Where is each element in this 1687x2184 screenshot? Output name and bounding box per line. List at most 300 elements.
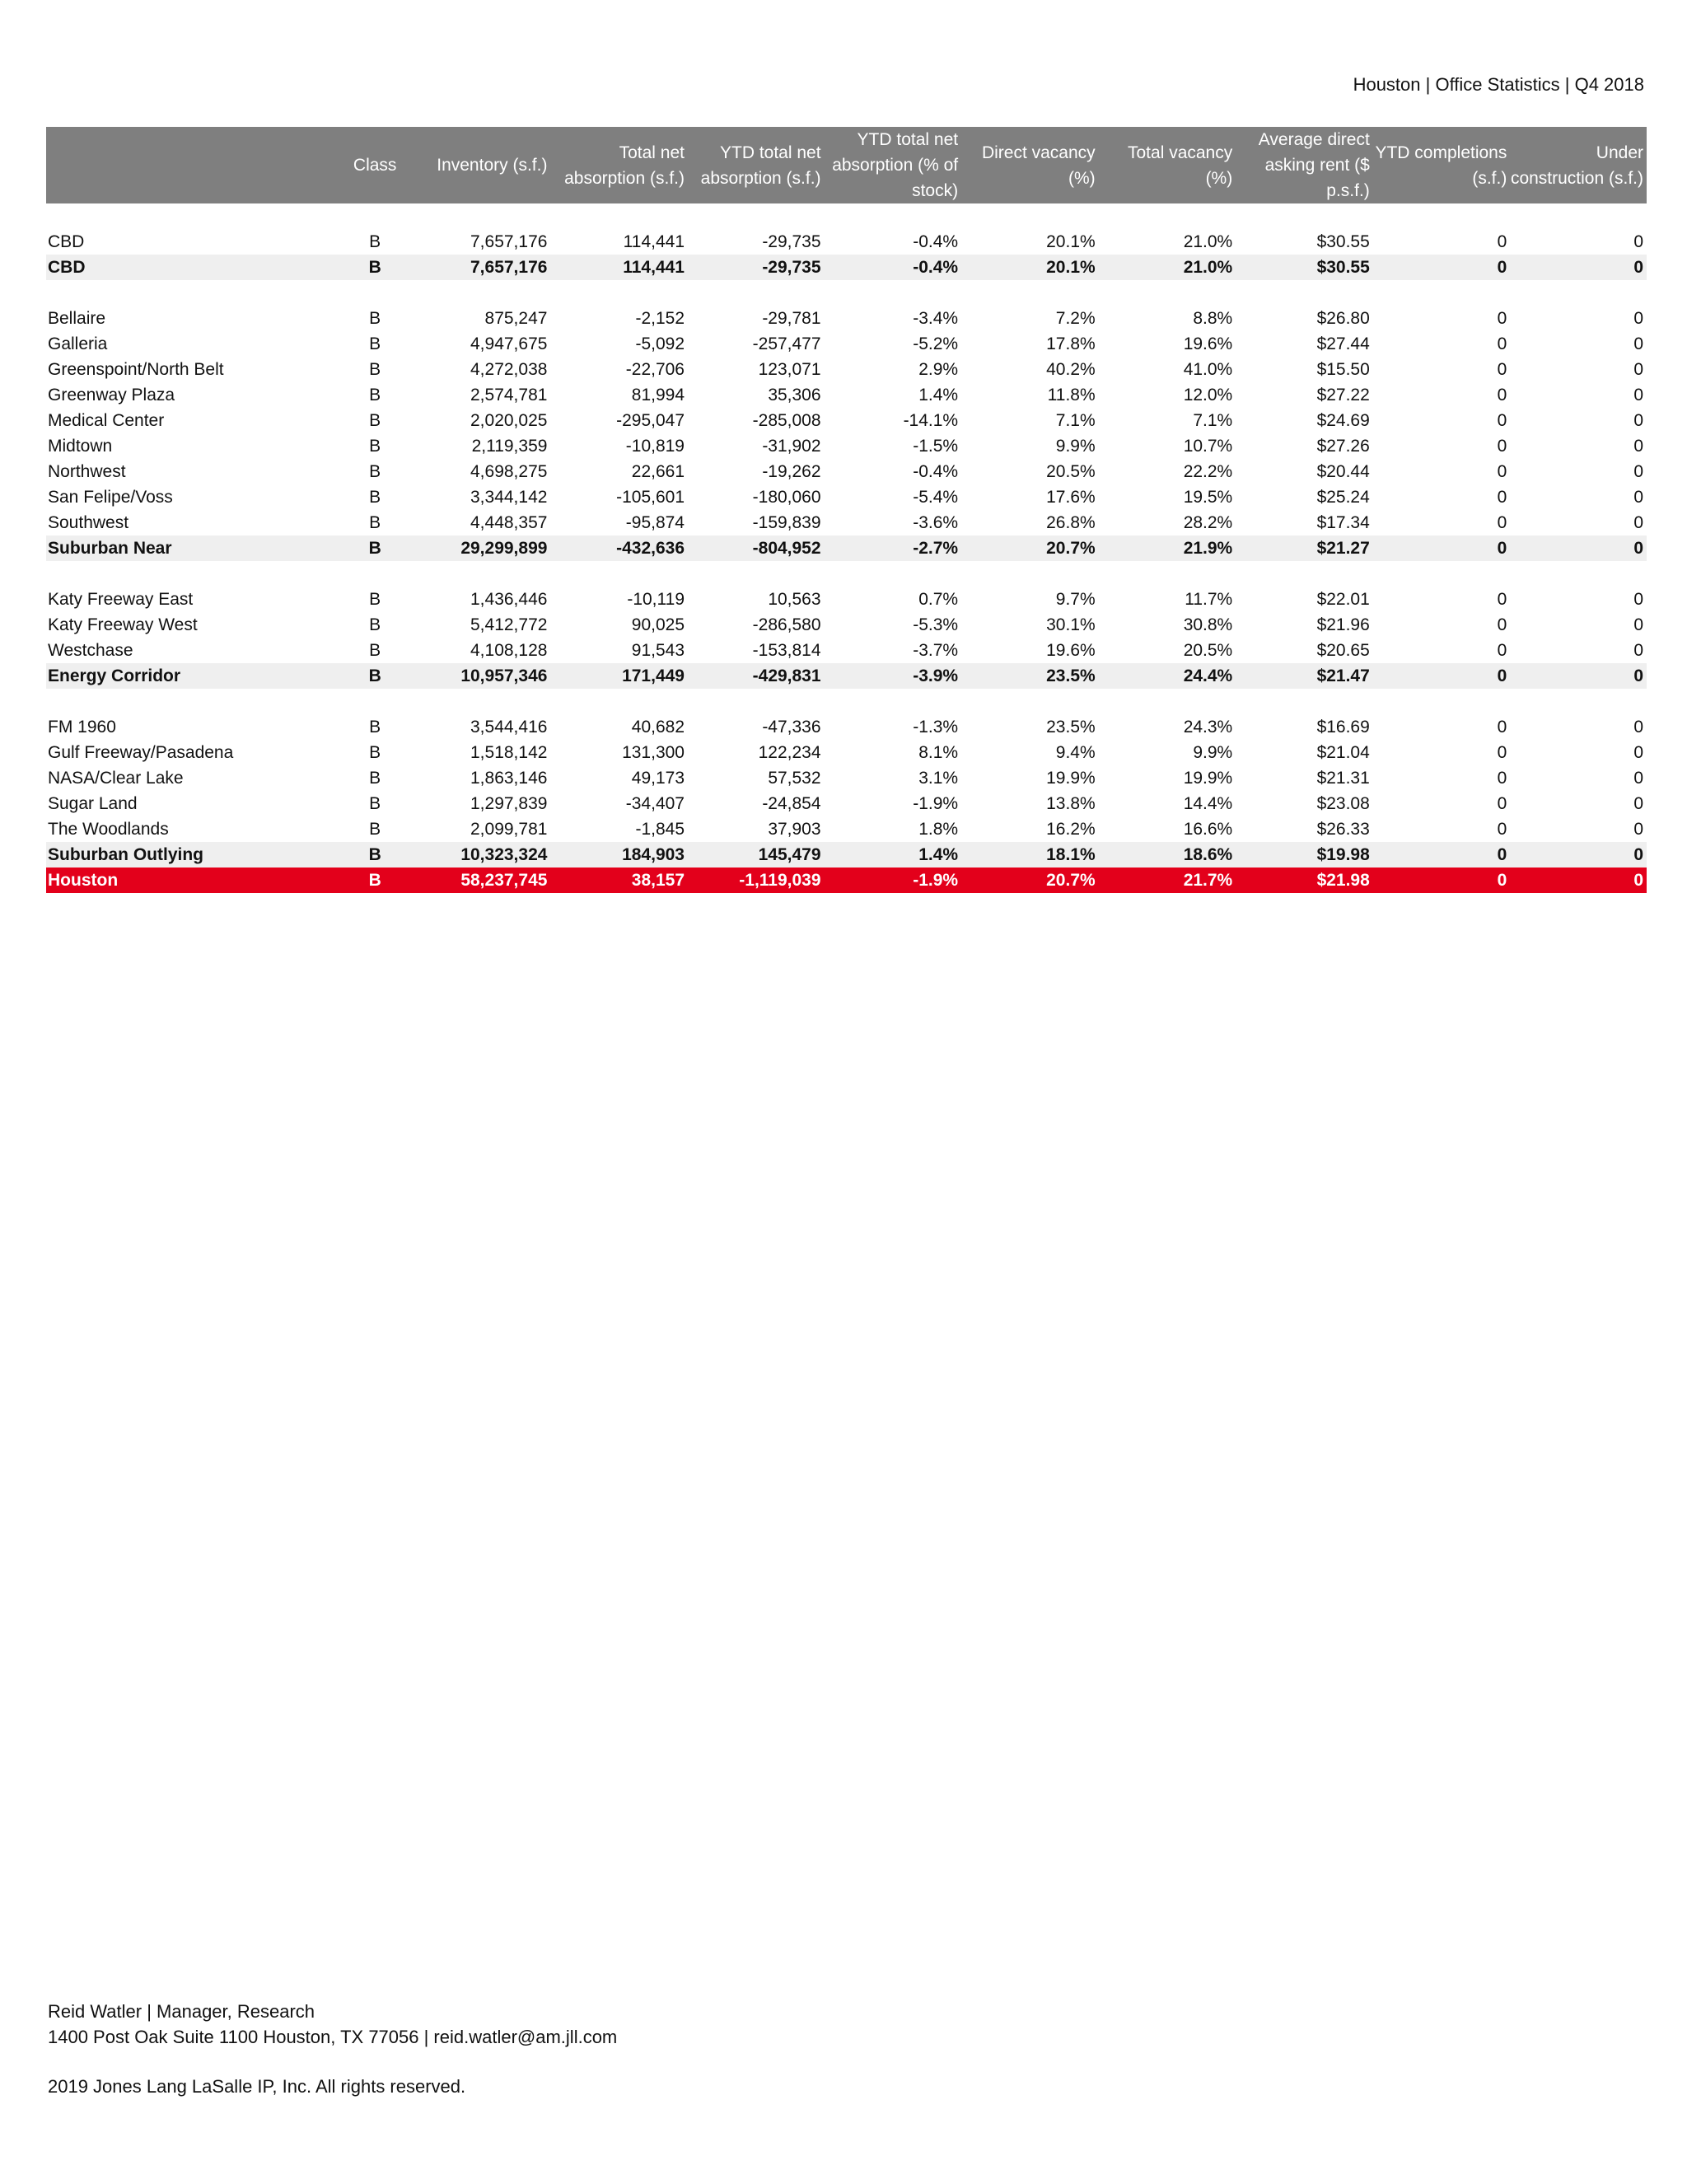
spacer-cell bbox=[46, 689, 1647, 714]
cell-total-vacancy: 12.0% bbox=[1183, 386, 1233, 405]
cell-inventory: 2,574,781 bbox=[470, 386, 548, 405]
cell-total-vacancy: 21.0% bbox=[1099, 255, 1236, 280]
cell-direct-vacancy: 20.5% bbox=[1046, 462, 1096, 481]
cell-class: B bbox=[369, 794, 381, 813]
cell-class: B bbox=[369, 232, 381, 251]
cell-inventory: 10,957,346 bbox=[414, 663, 551, 689]
cell-direct-vacancy: 20.1% bbox=[1046, 232, 1096, 251]
cell-inventory: 3,344,142 bbox=[470, 488, 548, 507]
cell-class: B bbox=[340, 663, 414, 689]
cell-submarket: Sugar Land bbox=[48, 794, 138, 813]
cell-total-vacancy: 14.4% bbox=[1183, 794, 1233, 813]
cell-class: B bbox=[369, 488, 381, 507]
cell-under-construction: 0 bbox=[1633, 769, 1643, 788]
cell-ytd-completions: 0 bbox=[1497, 386, 1507, 405]
cell-ytd-completions: 0 bbox=[1497, 641, 1507, 660]
cell-under-construction: 0 bbox=[1633, 360, 1643, 379]
cell-class: B bbox=[369, 820, 381, 839]
cell-ytd-completions: 0 bbox=[1497, 309, 1507, 328]
cell-total-vacancy: 19.6% bbox=[1183, 334, 1233, 353]
table-row bbox=[46, 433, 1647, 459]
cell-ytd-completions: 0 bbox=[1497, 794, 1507, 813]
cell-submarket: Southwest bbox=[48, 513, 129, 532]
cell-asking-rent: $16.69 bbox=[1316, 718, 1370, 737]
cell-asking-rent: $21.47 bbox=[1236, 663, 1373, 689]
col-header-total-vacancy: Total vacancy (%) bbox=[1099, 127, 1236, 203]
cell-asking-rent: $30.55 bbox=[1236, 255, 1373, 280]
cell-under-construction: 0 bbox=[1633, 513, 1643, 532]
cell-under-construction: 0 bbox=[1633, 590, 1643, 609]
cell-total-net-absorption: -10,119 bbox=[627, 590, 685, 609]
cell-under-construction: 0 bbox=[1633, 794, 1643, 813]
cell-under-construction: 0 bbox=[1633, 437, 1643, 456]
cell-direct-vacancy: 23.5% bbox=[961, 663, 1099, 689]
cell-class: B bbox=[340, 842, 414, 868]
cell-class: B bbox=[369, 360, 381, 379]
cell-inventory: 3,544,416 bbox=[470, 718, 548, 737]
cell-class: B bbox=[369, 615, 381, 634]
cell-asking-rent: $21.27 bbox=[1236, 535, 1373, 561]
cell-under-construction: 0 bbox=[1633, 641, 1643, 660]
cell-inventory: 58,237,745 bbox=[414, 868, 551, 893]
cell-ytd-completions: 0 bbox=[1497, 718, 1507, 737]
cell-asking-rent: $19.98 bbox=[1236, 842, 1373, 868]
cell-direct-vacancy: 19.9% bbox=[1046, 769, 1096, 788]
cell-submarket: San Felipe/Voss bbox=[48, 488, 173, 507]
cell-total-vacancy: 21.0% bbox=[1183, 232, 1233, 251]
cell-inventory: 4,698,275 bbox=[470, 462, 548, 481]
cell-ytd-absorption-pct: -1.9% bbox=[825, 868, 962, 893]
cell-class: B bbox=[369, 334, 381, 353]
cell-total-net-absorption: 38,157 bbox=[550, 868, 688, 893]
cell-submarket: Medical Center bbox=[48, 411, 165, 430]
cell-direct-vacancy: 40.2% bbox=[1046, 360, 1096, 379]
cell-ytd-net-absorption: -804,952 bbox=[688, 535, 825, 561]
cell-total-net-absorption: -2,152 bbox=[635, 309, 685, 328]
table-row bbox=[46, 459, 1647, 484]
cell-under-construction: 0 bbox=[1633, 462, 1643, 481]
cell-submarket: Katy Freeway West bbox=[48, 615, 198, 634]
cell-ytd-completions: 0 bbox=[1497, 488, 1507, 507]
cell-direct-vacancy: 20.1% bbox=[961, 255, 1099, 280]
cell-submarket: Galleria bbox=[48, 334, 108, 353]
cell-total-net-absorption: -10,819 bbox=[625, 437, 685, 456]
cell-class: B bbox=[369, 386, 381, 405]
cell-submarket: CBD bbox=[48, 232, 85, 251]
spacer-row bbox=[46, 280, 1647, 306]
cell-under-construction: 0 bbox=[1633, 309, 1643, 328]
cell-ytd-net-absorption: -29,781 bbox=[762, 309, 821, 328]
col-header-inventory: Inventory (s.f.) bbox=[414, 127, 551, 203]
cell-ytd-net-absorption: -24,854 bbox=[762, 794, 821, 813]
cell-total-vacancy: 18.6% bbox=[1099, 842, 1236, 868]
spacer-cell bbox=[46, 280, 1647, 306]
cell-submarket: Greenway Plaza bbox=[48, 386, 175, 405]
col-header-ytd-completions: YTD completions (s.f.) bbox=[1373, 127, 1511, 203]
cell-ytd-completions: 0 bbox=[1497, 334, 1507, 353]
subtotal-row bbox=[46, 255, 1647, 280]
cell-ytd-net-absorption: 123,071 bbox=[758, 360, 821, 379]
cell-ytd-absorption-pct: -5.2% bbox=[913, 334, 959, 353]
cell-under-construction: 0 bbox=[1633, 488, 1643, 507]
cell-total-net-absorption: -95,874 bbox=[625, 513, 685, 532]
cell-asking-rent: $21.98 bbox=[1236, 868, 1373, 893]
cell-ytd-net-absorption: 35,306 bbox=[768, 386, 821, 405]
cell-under-construction: 0 bbox=[1510, 868, 1647, 893]
cell-total-net-absorption: 131,300 bbox=[622, 743, 685, 762]
cell-class: B bbox=[369, 411, 381, 430]
cell-total-vacancy: 41.0% bbox=[1183, 360, 1233, 379]
cell-inventory: 4,108,128 bbox=[470, 641, 548, 660]
cell-ytd-net-absorption: -180,060 bbox=[752, 488, 821, 507]
cell-class: B bbox=[369, 769, 381, 788]
cell-direct-vacancy: 11.8% bbox=[1047, 386, 1096, 405]
cell-class: B bbox=[340, 868, 414, 893]
cell-ytd-completions: 0 bbox=[1497, 615, 1507, 634]
cell-inventory: 1,518,142 bbox=[470, 743, 548, 762]
table-row bbox=[46, 612, 1647, 638]
col-header-ytd-absorption-pct: YTD total net absorption (% of stock) bbox=[825, 127, 962, 203]
cell-asking-rent: $30.55 bbox=[1316, 232, 1370, 251]
table-row bbox=[46, 816, 1647, 842]
cell-inventory: 1,863,146 bbox=[470, 769, 548, 788]
cell-total-vacancy: 11.7% bbox=[1185, 590, 1233, 609]
cell-total-vacancy: 30.8% bbox=[1183, 615, 1233, 634]
cell-total-net-absorption: 22,661 bbox=[631, 462, 685, 481]
cell-under-construction: 0 bbox=[1633, 743, 1643, 762]
spacer-cell bbox=[46, 203, 1647, 229]
cell-ytd-completions: 0 bbox=[1497, 820, 1507, 839]
cell-inventory: 2,020,025 bbox=[470, 411, 548, 430]
cell-ytd-net-absorption: -29,735 bbox=[762, 232, 821, 251]
spacer-row bbox=[46, 203, 1647, 229]
cell-total-net-absorption: -34,407 bbox=[625, 794, 685, 813]
table-row bbox=[46, 638, 1647, 663]
cell-asking-rent: $27.44 bbox=[1316, 334, 1370, 353]
cell-direct-vacancy: 13.8% bbox=[1046, 794, 1096, 813]
cell-ytd-absorption-pct: 1.4% bbox=[918, 386, 959, 405]
col-header-asking-rent: Average direct asking rent ($ p.s.f.) bbox=[1236, 127, 1373, 203]
cell-total-vacancy: 8.8% bbox=[1193, 309, 1233, 328]
cell-total-net-absorption: 184,903 bbox=[550, 842, 688, 868]
table-row bbox=[46, 382, 1647, 408]
report-title: Houston | Office Statistics | Q4 2018 bbox=[1353, 74, 1644, 95]
cell-direct-vacancy: 19.6% bbox=[1046, 641, 1096, 660]
cell-total-vacancy: 24.3% bbox=[1183, 718, 1233, 737]
total-row bbox=[46, 868, 1647, 893]
cell-asking-rent: $15.50 bbox=[1316, 360, 1370, 379]
cell-ytd-completions: 0 bbox=[1497, 411, 1507, 430]
col-header-direct-vacancy: Direct vacancy (%) bbox=[961, 127, 1099, 203]
cell-ytd-completions: 0 bbox=[1373, 663, 1511, 689]
cell-ytd-absorption-pct: -5.4% bbox=[913, 488, 959, 507]
cell-total-net-absorption: -295,047 bbox=[616, 411, 685, 430]
cell-total-net-absorption: 171,449 bbox=[550, 663, 688, 689]
cell-ytd-net-absorption: 122,234 bbox=[758, 743, 821, 762]
cell-class: B bbox=[369, 743, 381, 762]
cell-total-vacancy: 21.9% bbox=[1099, 535, 1236, 561]
cell-total-vacancy: 9.9% bbox=[1193, 743, 1233, 762]
cell-asking-rent: $22.01 bbox=[1316, 590, 1370, 609]
col-header-total-net-absorption: Total net absorption (s.f.) bbox=[550, 127, 688, 203]
cell-ytd-net-absorption: -285,008 bbox=[752, 411, 821, 430]
cell-direct-vacancy: 30.1% bbox=[1046, 615, 1096, 634]
cell-inventory: 875,247 bbox=[484, 309, 548, 328]
cell-ytd-absorption-pct: -14.1% bbox=[903, 411, 959, 430]
cell-asking-rent: $27.26 bbox=[1316, 437, 1370, 456]
cell-under-construction: 0 bbox=[1633, 820, 1643, 839]
cell-total-net-absorption: 81,994 bbox=[631, 386, 685, 405]
cell-direct-vacancy: 20.7% bbox=[961, 535, 1099, 561]
cell-submarket: CBD bbox=[46, 255, 340, 280]
cell-class: B bbox=[369, 437, 381, 456]
contact-name-title: Reid Watler | Manager, Research bbox=[48, 2001, 315, 2022]
cell-ytd-absorption-pct: -3.7% bbox=[913, 641, 959, 660]
cell-total-vacancy: 24.4% bbox=[1099, 663, 1236, 689]
subtotal-row bbox=[46, 663, 1647, 689]
cell-asking-rent: $20.44 bbox=[1316, 462, 1370, 481]
cell-ytd-completions: 0 bbox=[1373, 535, 1511, 561]
cell-asking-rent: $23.08 bbox=[1316, 794, 1370, 813]
cell-inventory: 1,297,839 bbox=[470, 794, 548, 813]
cell-total-net-absorption: 90,025 bbox=[631, 615, 685, 634]
cell-under-construction: 0 bbox=[1510, 535, 1647, 561]
cell-ytd-net-absorption: 145,479 bbox=[688, 842, 825, 868]
cell-ytd-net-absorption: -153,814 bbox=[752, 641, 821, 660]
cell-class: B bbox=[369, 309, 381, 328]
cell-inventory: 4,947,675 bbox=[470, 334, 548, 353]
cell-submarket: Westchase bbox=[48, 641, 133, 660]
cell-under-construction: 0 bbox=[1633, 232, 1643, 251]
cell-class: B bbox=[369, 641, 381, 660]
cell-inventory: 29,299,899 bbox=[414, 535, 551, 561]
table-row bbox=[46, 791, 1647, 816]
cell-total-net-absorption: -5,092 bbox=[635, 334, 685, 353]
spacer-row bbox=[46, 689, 1647, 714]
cell-under-construction: 0 bbox=[1633, 615, 1643, 634]
cell-asking-rent: $24.69 bbox=[1316, 411, 1370, 430]
col-header-submarket bbox=[46, 127, 340, 203]
cell-ytd-net-absorption: 57,532 bbox=[768, 769, 821, 788]
cell-ytd-net-absorption: -159,839 bbox=[752, 513, 821, 532]
cell-total-net-absorption: -1,845 bbox=[635, 820, 685, 839]
footer-contact bbox=[48, 1999, 617, 2050]
cell-direct-vacancy: 7.1% bbox=[1055, 411, 1096, 430]
cell-submarket: The Woodlands bbox=[48, 820, 169, 839]
cell-ytd-completions: 0 bbox=[1497, 360, 1507, 379]
cell-ytd-completions: 0 bbox=[1497, 769, 1507, 788]
cell-submarket: Suburban Near bbox=[46, 535, 340, 561]
cell-inventory: 4,448,357 bbox=[470, 513, 548, 532]
cell-ytd-absorption-pct: -0.4% bbox=[913, 232, 959, 251]
cell-submarket: Greenspoint/North Belt bbox=[48, 360, 224, 379]
cell-total-net-absorption: -432,636 bbox=[550, 535, 688, 561]
cell-asking-rent: $21.04 bbox=[1316, 743, 1370, 762]
cell-ytd-absorption-pct: -3.6% bbox=[913, 513, 959, 532]
cell-ytd-net-absorption: -29,735 bbox=[688, 255, 825, 280]
subtotal-row bbox=[46, 842, 1647, 868]
cell-submarket: Midtown bbox=[48, 437, 113, 456]
table-row bbox=[46, 331, 1647, 357]
cell-direct-vacancy: 9.7% bbox=[1055, 590, 1096, 609]
cell-under-construction: 0 bbox=[1510, 842, 1647, 868]
cell-submarket: Bellaire bbox=[48, 309, 106, 328]
table-row bbox=[46, 357, 1647, 382]
cell-submarket: FM 1960 bbox=[48, 718, 116, 737]
cell-ytd-absorption-pct: 2.9% bbox=[918, 360, 959, 379]
cell-ytd-absorption-pct: 0.7% bbox=[918, 590, 959, 609]
cell-direct-vacancy: 9.9% bbox=[1055, 437, 1096, 456]
cell-under-construction: 0 bbox=[1510, 663, 1647, 689]
table-row bbox=[46, 714, 1647, 740]
cell-inventory: 7,657,176 bbox=[414, 255, 551, 280]
cell-under-construction: 0 bbox=[1633, 334, 1643, 353]
cell-asking-rent: $21.96 bbox=[1316, 615, 1370, 634]
cell-ytd-net-absorption: -47,336 bbox=[762, 718, 821, 737]
cell-ytd-absorption-pct: -2.7% bbox=[825, 535, 962, 561]
spacer-cell bbox=[46, 561, 1647, 587]
table-row bbox=[46, 408, 1647, 433]
cell-ytd-net-absorption: -429,831 bbox=[688, 663, 825, 689]
cell-ytd-completions: 0 bbox=[1497, 590, 1507, 609]
cell-inventory: 2,099,781 bbox=[470, 820, 548, 839]
cell-under-construction: 0 bbox=[1633, 411, 1643, 430]
cell-ytd-net-absorption: 37,903 bbox=[768, 820, 821, 839]
cell-under-construction: 0 bbox=[1633, 386, 1643, 405]
cell-under-construction: 0 bbox=[1510, 255, 1647, 280]
cell-submarket: Northwest bbox=[48, 462, 126, 481]
cell-submarket: Energy Corridor bbox=[46, 663, 340, 689]
cell-direct-vacancy: 20.7% bbox=[961, 868, 1099, 893]
cell-asking-rent: $21.31 bbox=[1316, 769, 1370, 788]
cell-total-net-absorption: 114,441 bbox=[623, 232, 685, 251]
cell-ytd-completions: 0 bbox=[1497, 743, 1507, 762]
cell-total-net-absorption: -22,706 bbox=[625, 360, 685, 379]
cell-asking-rent: $26.80 bbox=[1316, 309, 1370, 328]
cell-total-vacancy: 22.2% bbox=[1183, 462, 1233, 481]
col-header-class: Class bbox=[340, 127, 414, 203]
cell-direct-vacancy: 16.2% bbox=[1046, 820, 1096, 839]
cell-direct-vacancy: 26.8% bbox=[1046, 513, 1096, 532]
cell-ytd-net-absorption: -1,119,039 bbox=[688, 868, 825, 893]
cell-ytd-completions: 0 bbox=[1497, 462, 1507, 481]
cell-total-vacancy: 7.1% bbox=[1193, 411, 1233, 430]
table-body bbox=[46, 203, 1647, 893]
cell-ytd-net-absorption: -257,477 bbox=[752, 334, 821, 353]
table-row bbox=[46, 765, 1647, 791]
cell-inventory: 2,119,359 bbox=[471, 437, 548, 456]
cell-direct-vacancy: 23.5% bbox=[1046, 718, 1096, 737]
cell-ytd-absorption-pct: -1.5% bbox=[913, 437, 959, 456]
cell-direct-vacancy: 7.2% bbox=[1055, 309, 1096, 328]
cell-inventory: 4,272,038 bbox=[470, 360, 548, 379]
cell-ytd-completions: 0 bbox=[1373, 868, 1511, 893]
cell-ytd-absorption-pct: -3.4% bbox=[913, 309, 959, 328]
table-row bbox=[46, 587, 1647, 612]
cell-ytd-completions: 0 bbox=[1373, 255, 1511, 280]
cell-direct-vacancy: 9.4% bbox=[1055, 743, 1096, 762]
cell-total-vacancy: 20.5% bbox=[1183, 641, 1233, 660]
cell-asking-rent: $17.34 bbox=[1316, 513, 1370, 532]
office-statistics-table bbox=[46, 127, 1647, 893]
cell-submarket: Gulf Freeway/Pasadena bbox=[48, 743, 234, 762]
cell-inventory: 1,436,446 bbox=[470, 590, 548, 609]
cell-ytd-absorption-pct: -1.9% bbox=[913, 794, 959, 813]
cell-inventory: 7,657,176 bbox=[470, 232, 548, 251]
col-header-ytd-net-absorption: YTD total net absorption (s.f.) bbox=[688, 127, 825, 203]
cell-ytd-completions: 0 bbox=[1497, 437, 1507, 456]
cell-direct-vacancy: 18.1% bbox=[961, 842, 1099, 868]
cell-ytd-net-absorption: -31,902 bbox=[762, 437, 821, 456]
table-row bbox=[46, 510, 1647, 535]
cell-class: B bbox=[369, 718, 381, 737]
cell-total-net-absorption: -105,601 bbox=[616, 488, 685, 507]
cell-inventory: 5,412,772 bbox=[470, 615, 548, 634]
cell-submarket: Houston bbox=[46, 868, 340, 893]
cell-total-vacancy: 16.6% bbox=[1183, 820, 1233, 839]
cell-ytd-net-absorption: -19,262 bbox=[762, 462, 821, 481]
cell-ytd-completions: 0 bbox=[1497, 232, 1507, 251]
cell-class: B bbox=[340, 255, 414, 280]
cell-ytd-absorption-pct: -5.3% bbox=[913, 615, 959, 634]
cell-submarket: NASA/Clear Lake bbox=[48, 769, 184, 788]
cell-ytd-absorption-pct: -1.3% bbox=[913, 718, 959, 737]
cell-asking-rent: $25.24 bbox=[1316, 488, 1370, 507]
table-row bbox=[46, 306, 1647, 331]
cell-ytd-absorption-pct: -3.9% bbox=[825, 663, 962, 689]
cell-ytd-absorption-pct: -0.4% bbox=[913, 462, 959, 481]
cell-under-construction: 0 bbox=[1633, 718, 1643, 737]
spacer-row bbox=[46, 561, 1647, 587]
cell-class: B bbox=[369, 513, 381, 532]
table-row bbox=[46, 229, 1647, 255]
cell-total-vacancy: 19.5% bbox=[1183, 488, 1233, 507]
cell-ytd-absorption-pct: 1.8% bbox=[918, 820, 959, 839]
cell-total-vacancy: 21.7% bbox=[1099, 868, 1236, 893]
cell-ytd-completions: 0 bbox=[1373, 842, 1511, 868]
cell-submarket: Katy Freeway East bbox=[48, 590, 194, 609]
table-row bbox=[46, 484, 1647, 510]
contact-address-email: 1400 Post Oak Suite 1100 Houston, TX 77056 | reid.watler@am.jll.com bbox=[48, 2027, 618, 2047]
cell-direct-vacancy: 17.8% bbox=[1046, 334, 1096, 353]
cell-total-vacancy: 10.7% bbox=[1183, 437, 1233, 456]
cell-ytd-absorption-pct: 8.1% bbox=[918, 743, 959, 762]
cell-ytd-absorption-pct: 1.4% bbox=[825, 842, 962, 868]
cell-direct-vacancy: 17.6% bbox=[1046, 488, 1096, 507]
cell-total-net-absorption: 114,441 bbox=[550, 255, 688, 280]
cell-ytd-absorption-pct: -0.4% bbox=[825, 255, 962, 280]
header-row bbox=[46, 127, 1647, 203]
cell-class: B bbox=[369, 462, 381, 481]
cell-ytd-completions: 0 bbox=[1497, 513, 1507, 532]
cell-asking-rent: $20.65 bbox=[1316, 641, 1370, 660]
cell-total-net-absorption: 49,173 bbox=[631, 769, 685, 788]
cell-class: B bbox=[369, 590, 381, 609]
cell-total-vacancy: 19.9% bbox=[1183, 769, 1233, 788]
cell-ytd-absorption-pct: 3.1% bbox=[918, 769, 959, 788]
cell-inventory: 10,323,324 bbox=[414, 842, 551, 868]
cell-total-vacancy: 28.2% bbox=[1183, 513, 1233, 532]
cell-asking-rent: $27.22 bbox=[1316, 386, 1370, 405]
cell-submarket: Suburban Outlying bbox=[46, 842, 340, 868]
copyright: 2019 Jones Lang LaSalle IP, Inc. All rights reserved. bbox=[48, 2076, 466, 2097]
cell-total-net-absorption: 91,543 bbox=[631, 641, 685, 660]
cell-ytd-net-absorption: -286,580 bbox=[752, 615, 821, 634]
col-header-under-construction: Under construction (s.f.) bbox=[1510, 127, 1647, 203]
cell-asking-rent: $26.33 bbox=[1316, 820, 1370, 839]
table-row bbox=[46, 740, 1647, 765]
cell-class: B bbox=[340, 535, 414, 561]
